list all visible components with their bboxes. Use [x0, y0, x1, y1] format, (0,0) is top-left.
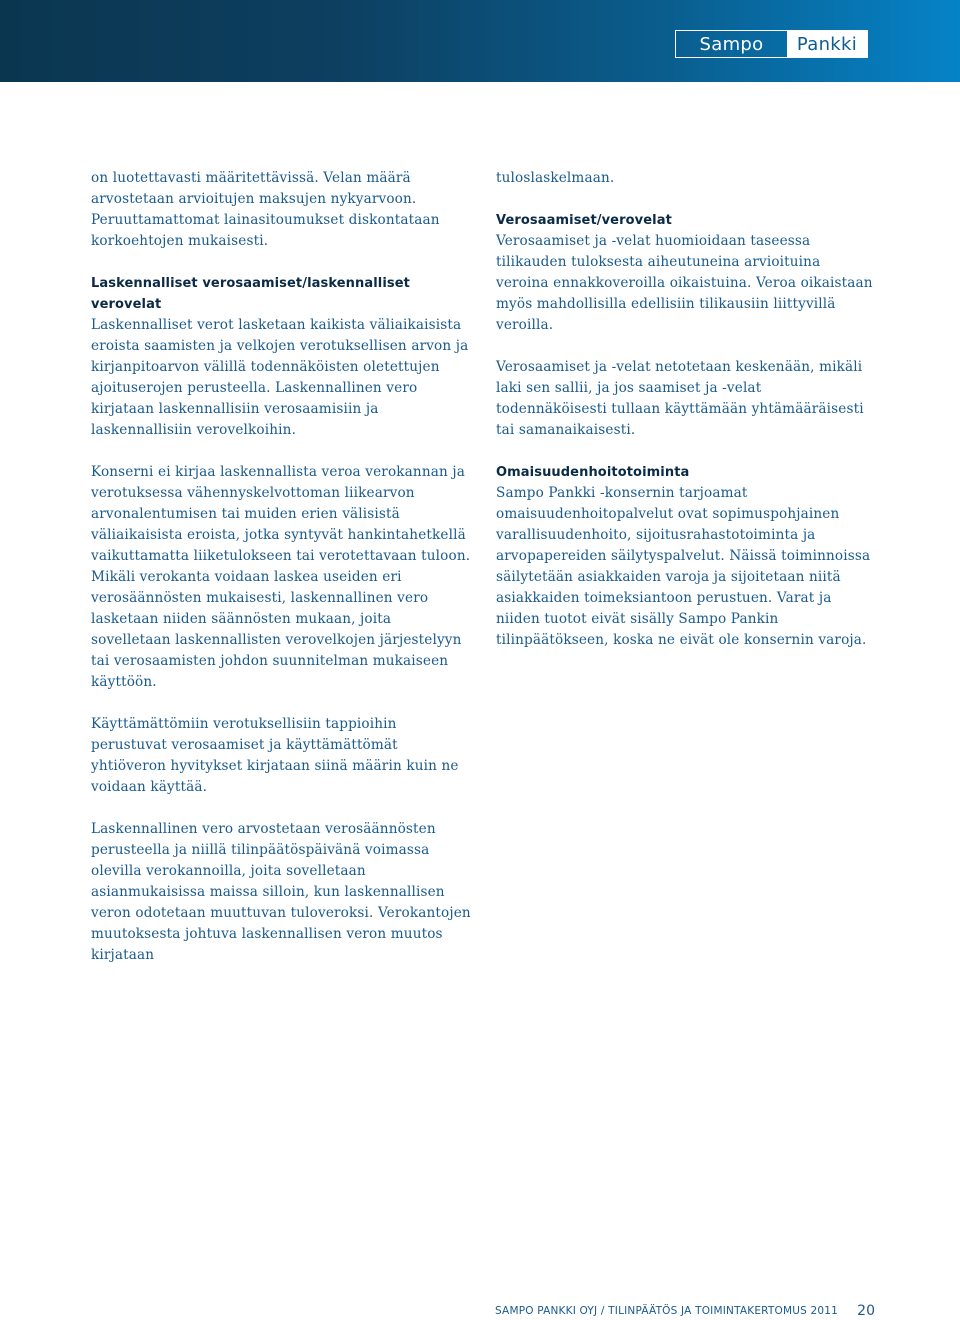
heading-tax-receivables: Verosaamiset/verovelat [496, 213, 672, 228]
right-paragraph-2: Verosaamiset ja -velat huomioidaan taseessa tilikauden tuloksesta aiheutuneina arvioituina veroina ennakkoveroilla oikaistuina. Veroa oikaistaan myös mahdollisilla edellisiin tilikausiin liittyvillä veroilla. [496, 233, 873, 333]
page-header-band [0, 0, 960, 82]
page-number: 20 [857, 1303, 875, 1319]
logo-word-pankki: Pankki [787, 31, 867, 57]
left-paragraph-5: Laskennallinen vero arvostetaan verosäännösten perusteella ja niillä tilinpäätöspäivänä voimassa olevilla verokannoilla, joita sovelletaan asianmukaisissa maissa silloin, kun laskennallisen veron odotetaan muuttuvan tuloveroksi. Verokantojen muutoksesta johtuva laskennallisen veron muutos kirjataan [91, 821, 471, 963]
heading-asset-management: Omaisuudenhoitotoiminta [496, 465, 690, 480]
left-paragraph-2: Laskennalliset verot lasketaan kaikista väliaikaisista eroista saamisten ja velkojen verotuksellisen arvon ja kirjanpitoarvon välillä todennäköisten oletettujen ajoituserojen perusteella. Laskennallinen vero kirjataan laskennallisiin verosaamisiin ja laskennallisiin verovelkoihin. [91, 317, 469, 438]
right-paragraph-4: Sampo Pankki -konsernin tarjoamat omaisuudenhoitopalvelut ovat sopimuspohjainen varallisuudenhoito, sijoitusrahastotoiminta ja arvopapereiden säilytyspalvelut. Näissä toiminnoissa säilytetään asiakkaiden varoja ja sijoitetaan niitä asiakkaiden toimeksiantoon perustuen. Varat ja niiden tuotot eivät sisälly Sampo Pankin tilinpäätökseen, koska ne eivät ole konsernin varoja. [496, 485, 871, 648]
footer-document-title: SAMPO PANKKI OYJ / TILINPÄÄTÖS JA TOIMINTAKERTOMUS 2011 [495, 1305, 839, 1317]
left-paragraph-1: on luotettavasti määritettävissä. Velan määrä arvostetaan arvioitujen maksujen nykyarvoon. Peruuttamattomat lainasitoumukset diskontataan korkoehtojen mukaisesti. [91, 170, 440, 249]
sampo-pankki-logo [675, 30, 868, 58]
logo-word-sampo: Sampo [699, 33, 764, 55]
left-paragraph-3: Konserni ei kirjaa laskennallista veroa verokannan ja verotuksessa vähennyskelvottoman liikearvon arvonalentumisen tai muiden erien välisistä väliaikaisista eroista, jotka syntyvät hankintahetkellä vaikuttamatta liiketulokseen tai verotettavaan tuloon. Mikäli verokanta voidaan laskea useiden eri verosäännösten mukaisesti, laskennallinen vero lasketaan niiden säännösten mukaan, joita sovelletaan laskennallisten verovelkojen järjestelyyn tai verosaamisten johdon suunnitelman mukaiseen käyttöön. [91, 464, 471, 690]
heading-deferred-taxes: Laskennalliset verosaamiset/laskennalliset verovelat [91, 276, 410, 312]
page-footer [495, 1302, 875, 1320]
right-paragraph-1: tuloslaskelmaan. [496, 170, 615, 186]
left-paragraph-4: Käyttämättömiin verotuksellisiin tappioihin perustuvat verosaamiset ja käyttämättömät yhtiöveron hyvitykset kirjataan siinä määrin kuin ne voidaan käyttää. [91, 716, 459, 795]
left-text-column [91, 168, 471, 966]
right-paragraph-3: Verosaamiset ja -velat netotetaan keskenään, mikäli laki sen sallii, ja jos saamiset ja -velat todennäköisesti tullaan käyttämään yhtämääräisesti tai samanaikaisesti. [496, 359, 864, 438]
right-text-column [496, 168, 874, 651]
